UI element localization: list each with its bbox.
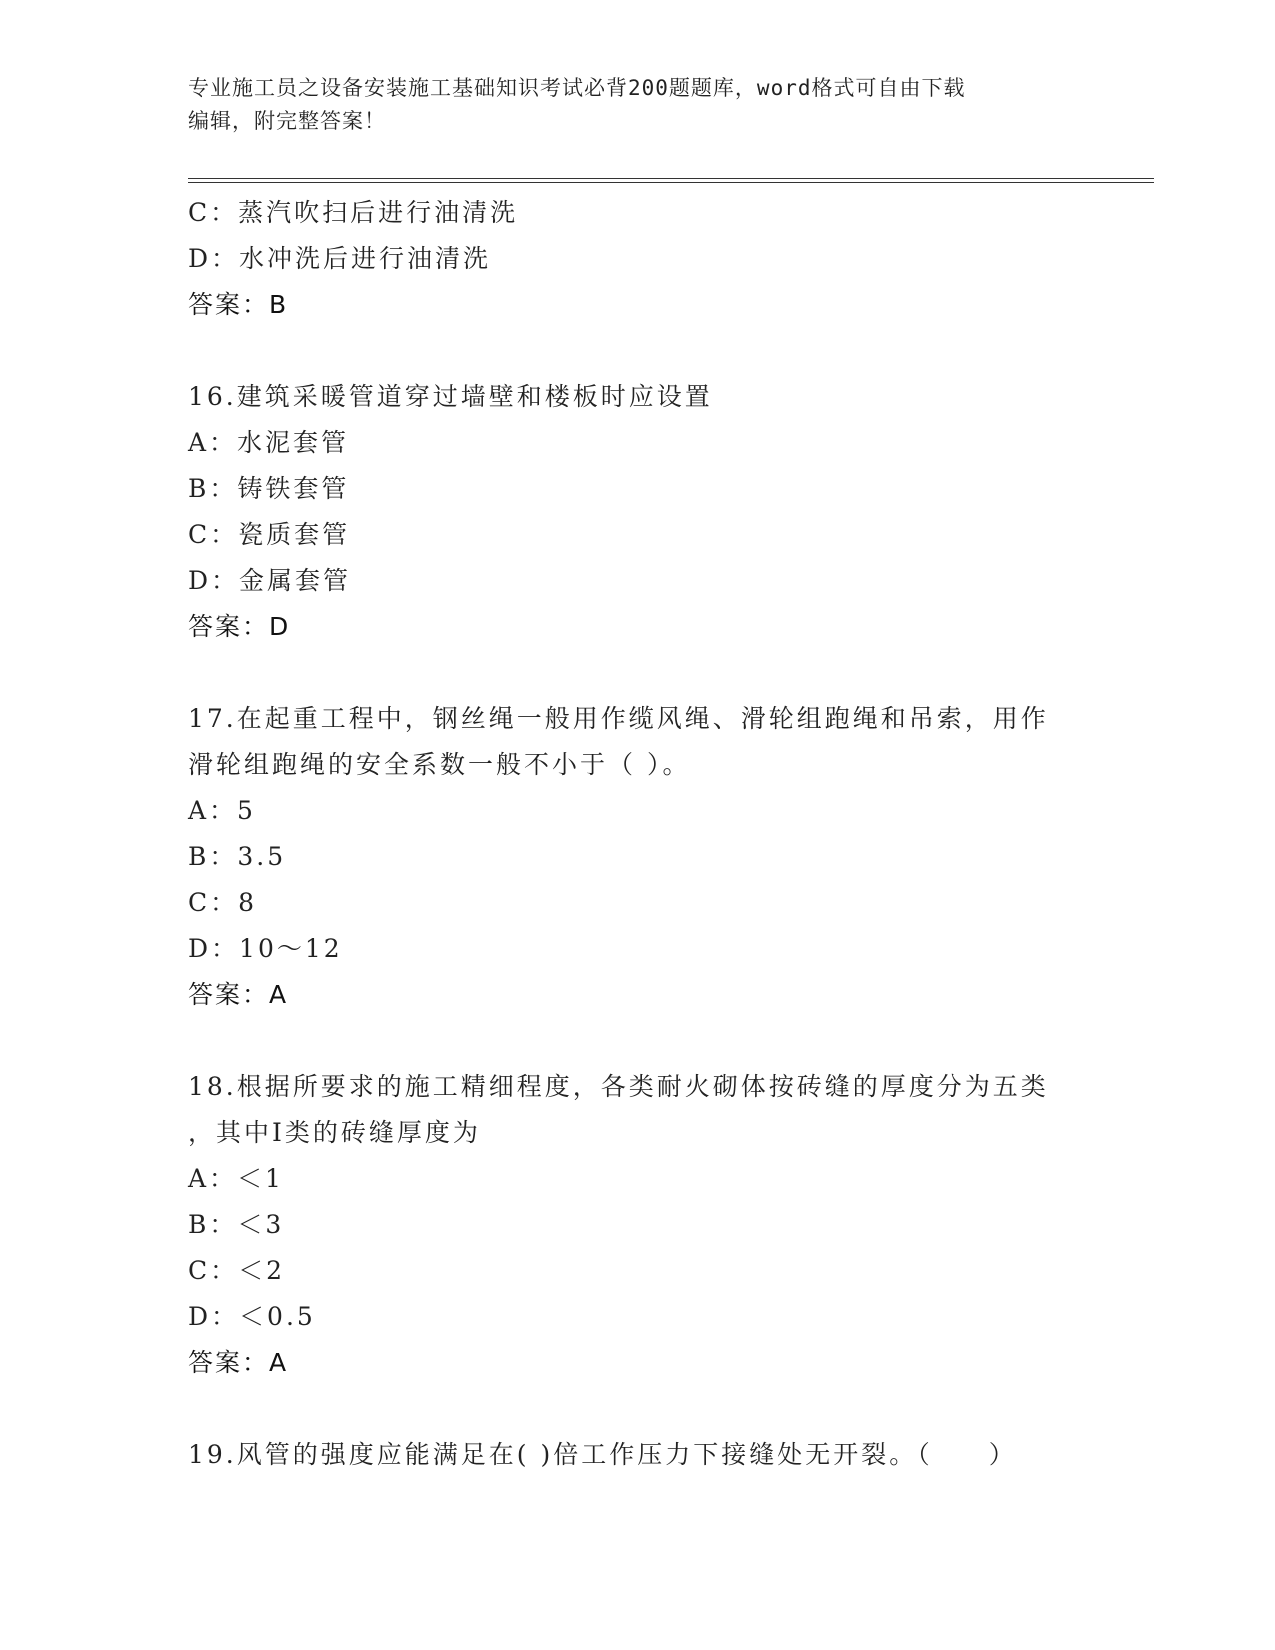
question-stem: 19.风管的强度应能满足在( )倍工作压力下接缝处无开裂。（ ） xyxy=(188,1440,1017,1469)
option-a: A：＜1 xyxy=(188,1164,284,1193)
option-b: B：3.5 xyxy=(188,842,287,871)
header-title-line-2: 编辑，附完整答案！ xyxy=(188,109,386,133)
document-header xyxy=(188,72,1088,138)
option-d: D：＜0.5 xyxy=(188,1302,316,1331)
answer: 答案：A xyxy=(188,1348,289,1377)
option-d: D：金属套管 xyxy=(188,566,352,595)
answer: 答案：A xyxy=(188,980,289,1009)
option-a: A：5 xyxy=(188,796,256,825)
question-15-continued xyxy=(188,190,1088,328)
question-stem-line-2: ，其中Ⅰ类的砖缝厚度为 xyxy=(188,1118,481,1147)
question-stem: 16.建筑采暖管道穿过墙壁和楼板时应设置 xyxy=(188,382,713,411)
question-stem-line-1: 17.在起重工程中，钢丝绳一般用作缆风绳、滑轮组跑绳和吊索，用作 xyxy=(188,704,1049,733)
question-18 xyxy=(188,1064,1088,1386)
answer: 答案：D xyxy=(188,612,291,641)
header-divider-top xyxy=(188,178,1154,179)
option-d: D：10～12 xyxy=(188,934,343,963)
option-b: B：铸铁套管 xyxy=(188,474,350,503)
option-c: C：蒸汽吹扫后进行油清洗 xyxy=(188,198,519,227)
header-title-line-1: 专业施工员之设备安装施工基础知识考试必背200题题库，word格式可自由下载 xyxy=(188,76,966,100)
option-a: A：水泥套管 xyxy=(188,428,350,457)
question-stem-line-2: 滑轮组跑绳的安全系数一般不小于（ ）。 xyxy=(188,750,691,779)
question-stem-line-1: 18.根据所要求的施工精细程度，各类耐火砌体按砖缝的厚度分为五类 xyxy=(188,1072,1049,1101)
option-b: B：＜3 xyxy=(188,1210,285,1239)
header-divider-bottom xyxy=(188,182,1154,183)
option-d: D：水冲洗后进行油清洗 xyxy=(188,244,492,273)
question-17 xyxy=(188,696,1088,1018)
question-list xyxy=(188,190,1088,1478)
option-c: C：＜2 xyxy=(188,1256,286,1285)
question-19 xyxy=(188,1432,1088,1478)
option-c: C：8 xyxy=(188,888,258,917)
answer: 答案：B xyxy=(188,290,289,319)
option-c: C：瓷质套管 xyxy=(188,520,351,549)
question-16 xyxy=(188,374,1088,650)
